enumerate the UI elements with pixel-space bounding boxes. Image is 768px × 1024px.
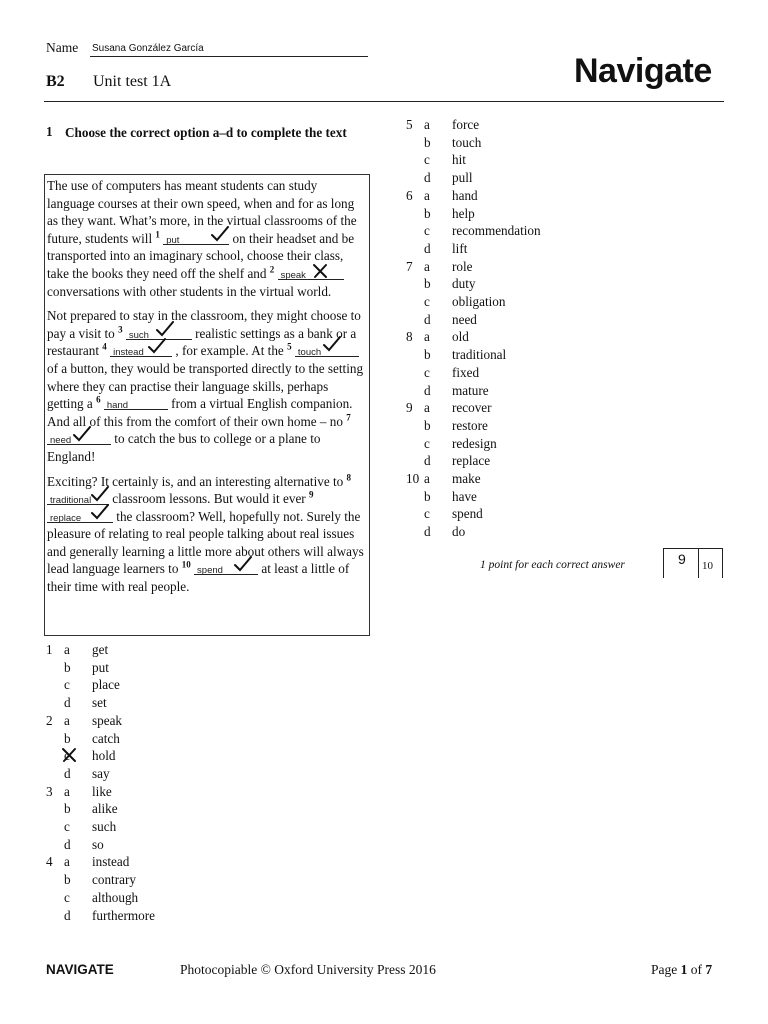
check-icon: [211, 226, 229, 242]
cross-icon: [61, 747, 77, 763]
options-right-column: 5 a force b touch c hit d pull 6 a hand b help c recommendation d lift 7 a role b duty c obligation d need 8 a old b traditional c fixed d mature 9 a recover b restore c redesign d replace 10 a make b have c spend d do: [406, 117, 541, 540]
gap-8-answer[interactable]: traditional: [47, 493, 109, 505]
footer-brand: NAVIGATE: [46, 962, 114, 977]
passage-text: Exciting? It certainly is, and an interesting alternative to: [47, 473, 347, 489]
gap-3-answer[interactable]: such: [126, 328, 192, 340]
passage-paragraph-2: [47, 307, 367, 465]
gap-number: 4: [102, 341, 107, 352]
level-label: B2: [46, 73, 65, 90]
navigate-logo: Navigate: [574, 52, 712, 90]
question-number: 1: [46, 124, 53, 139]
passage-paragraph-1: [47, 177, 367, 300]
passage-text: classroom lessons. But would it ever: [112, 491, 309, 507]
footer-copyright: Photocopiable © Oxford University Press 2016: [180, 962, 436, 977]
passage-text: realistic settings as a bank or a restaurant: [47, 325, 357, 359]
student-name-field[interactable]: [90, 42, 368, 57]
gap-2-answer[interactable]: speak: [278, 268, 344, 280]
passage-text: from a virtual English companion. And all of this from the comfort of their own home – no: [47, 396, 353, 429]
header-rule: [44, 101, 724, 102]
gap-5-answer[interactable]: touch: [295, 345, 359, 357]
gap-number: 2: [269, 264, 275, 275]
gap-6-answer[interactable]: hand: [104, 398, 168, 410]
check-icon: [91, 504, 109, 520]
reading-passage: [44, 174, 370, 636]
score-box: [663, 548, 723, 578]
check-icon: [234, 556, 252, 572]
score-total: 10: [702, 560, 713, 572]
gap-number: 10: [181, 560, 191, 571]
check-icon: [148, 338, 166, 354]
gap-9-answer[interactable]: replace: [47, 511, 113, 523]
passage-text: to catch the bus to college or a plane to England!: [47, 431, 321, 464]
score-total-cell: [698, 548, 723, 578]
gap-4-answer[interactable]: instead: [110, 345, 172, 357]
student-name: Susana González García: [92, 43, 204, 54]
gap-number: 3: [118, 324, 123, 335]
gap-10-answer[interactable]: spend: [194, 563, 258, 575]
passage-paragraph-3: [47, 473, 367, 596]
score-obtained-cell[interactable]: [663, 548, 699, 578]
passage-text: the classroom? Well, hopefully not. Surely the pleasure of relating to real people talking about real issues and generally learning a little more about others will always lead language learners to: [47, 508, 364, 577]
passage-text: at least a little of their time with real people.: [47, 561, 350, 595]
passage-text: , for example. At the: [175, 343, 288, 359]
gap-number: 8: [346, 472, 352, 483]
passage-text: Not prepared to stay in the classroom, they might choose to pay a visit to: [47, 308, 361, 341]
passage-text: The use of computers has meant students can study language courses at their own speed, when and for as long as they want. What’s more, in the virtual classrooms of the future, students will: [47, 178, 357, 246]
options-left-column: 1 a get b put c place d set 2 a speak b catch c hold d say 3 a like b alike c such d so 4 a instead b contrary c although d furthermore: [46, 642, 155, 923]
page-indicator: Page 1 of 7: [651, 962, 713, 977]
check-icon: [156, 321, 174, 337]
scoring-note: 1 point for each correct answer: [480, 559, 625, 571]
gap-number: 5: [287, 341, 292, 352]
score-obtained: 9: [678, 551, 686, 567]
gap-1-answer[interactable]: put: [163, 233, 229, 245]
gap-number: 7: [346, 412, 351, 423]
passage-text: on their headset and be transported into an imaginary school, choose their class, take the books they need off the shelf and: [47, 230, 355, 281]
test-title: Unit test 1A: [93, 73, 172, 90]
passage-text: of a button, they would be transported directly to the setting where they can practise their language skills, perhaps getting a: [47, 360, 364, 412]
name-label: Name: [46, 40, 79, 55]
gap-7-answer[interactable]: need: [47, 433, 111, 445]
gap-number: 1: [155, 229, 160, 240]
check-icon: [91, 486, 109, 502]
gap-number: 9: [309, 489, 314, 500]
check-icon: [323, 336, 341, 352]
gap-number: 6: [96, 394, 101, 405]
cross-icon: [312, 263, 328, 279]
passage-text: conversations with other students in the virtual world.: [47, 283, 332, 299]
check-icon: [73, 426, 91, 442]
question-instruction: Choose the correct option a–d to complete the text: [65, 125, 347, 140]
